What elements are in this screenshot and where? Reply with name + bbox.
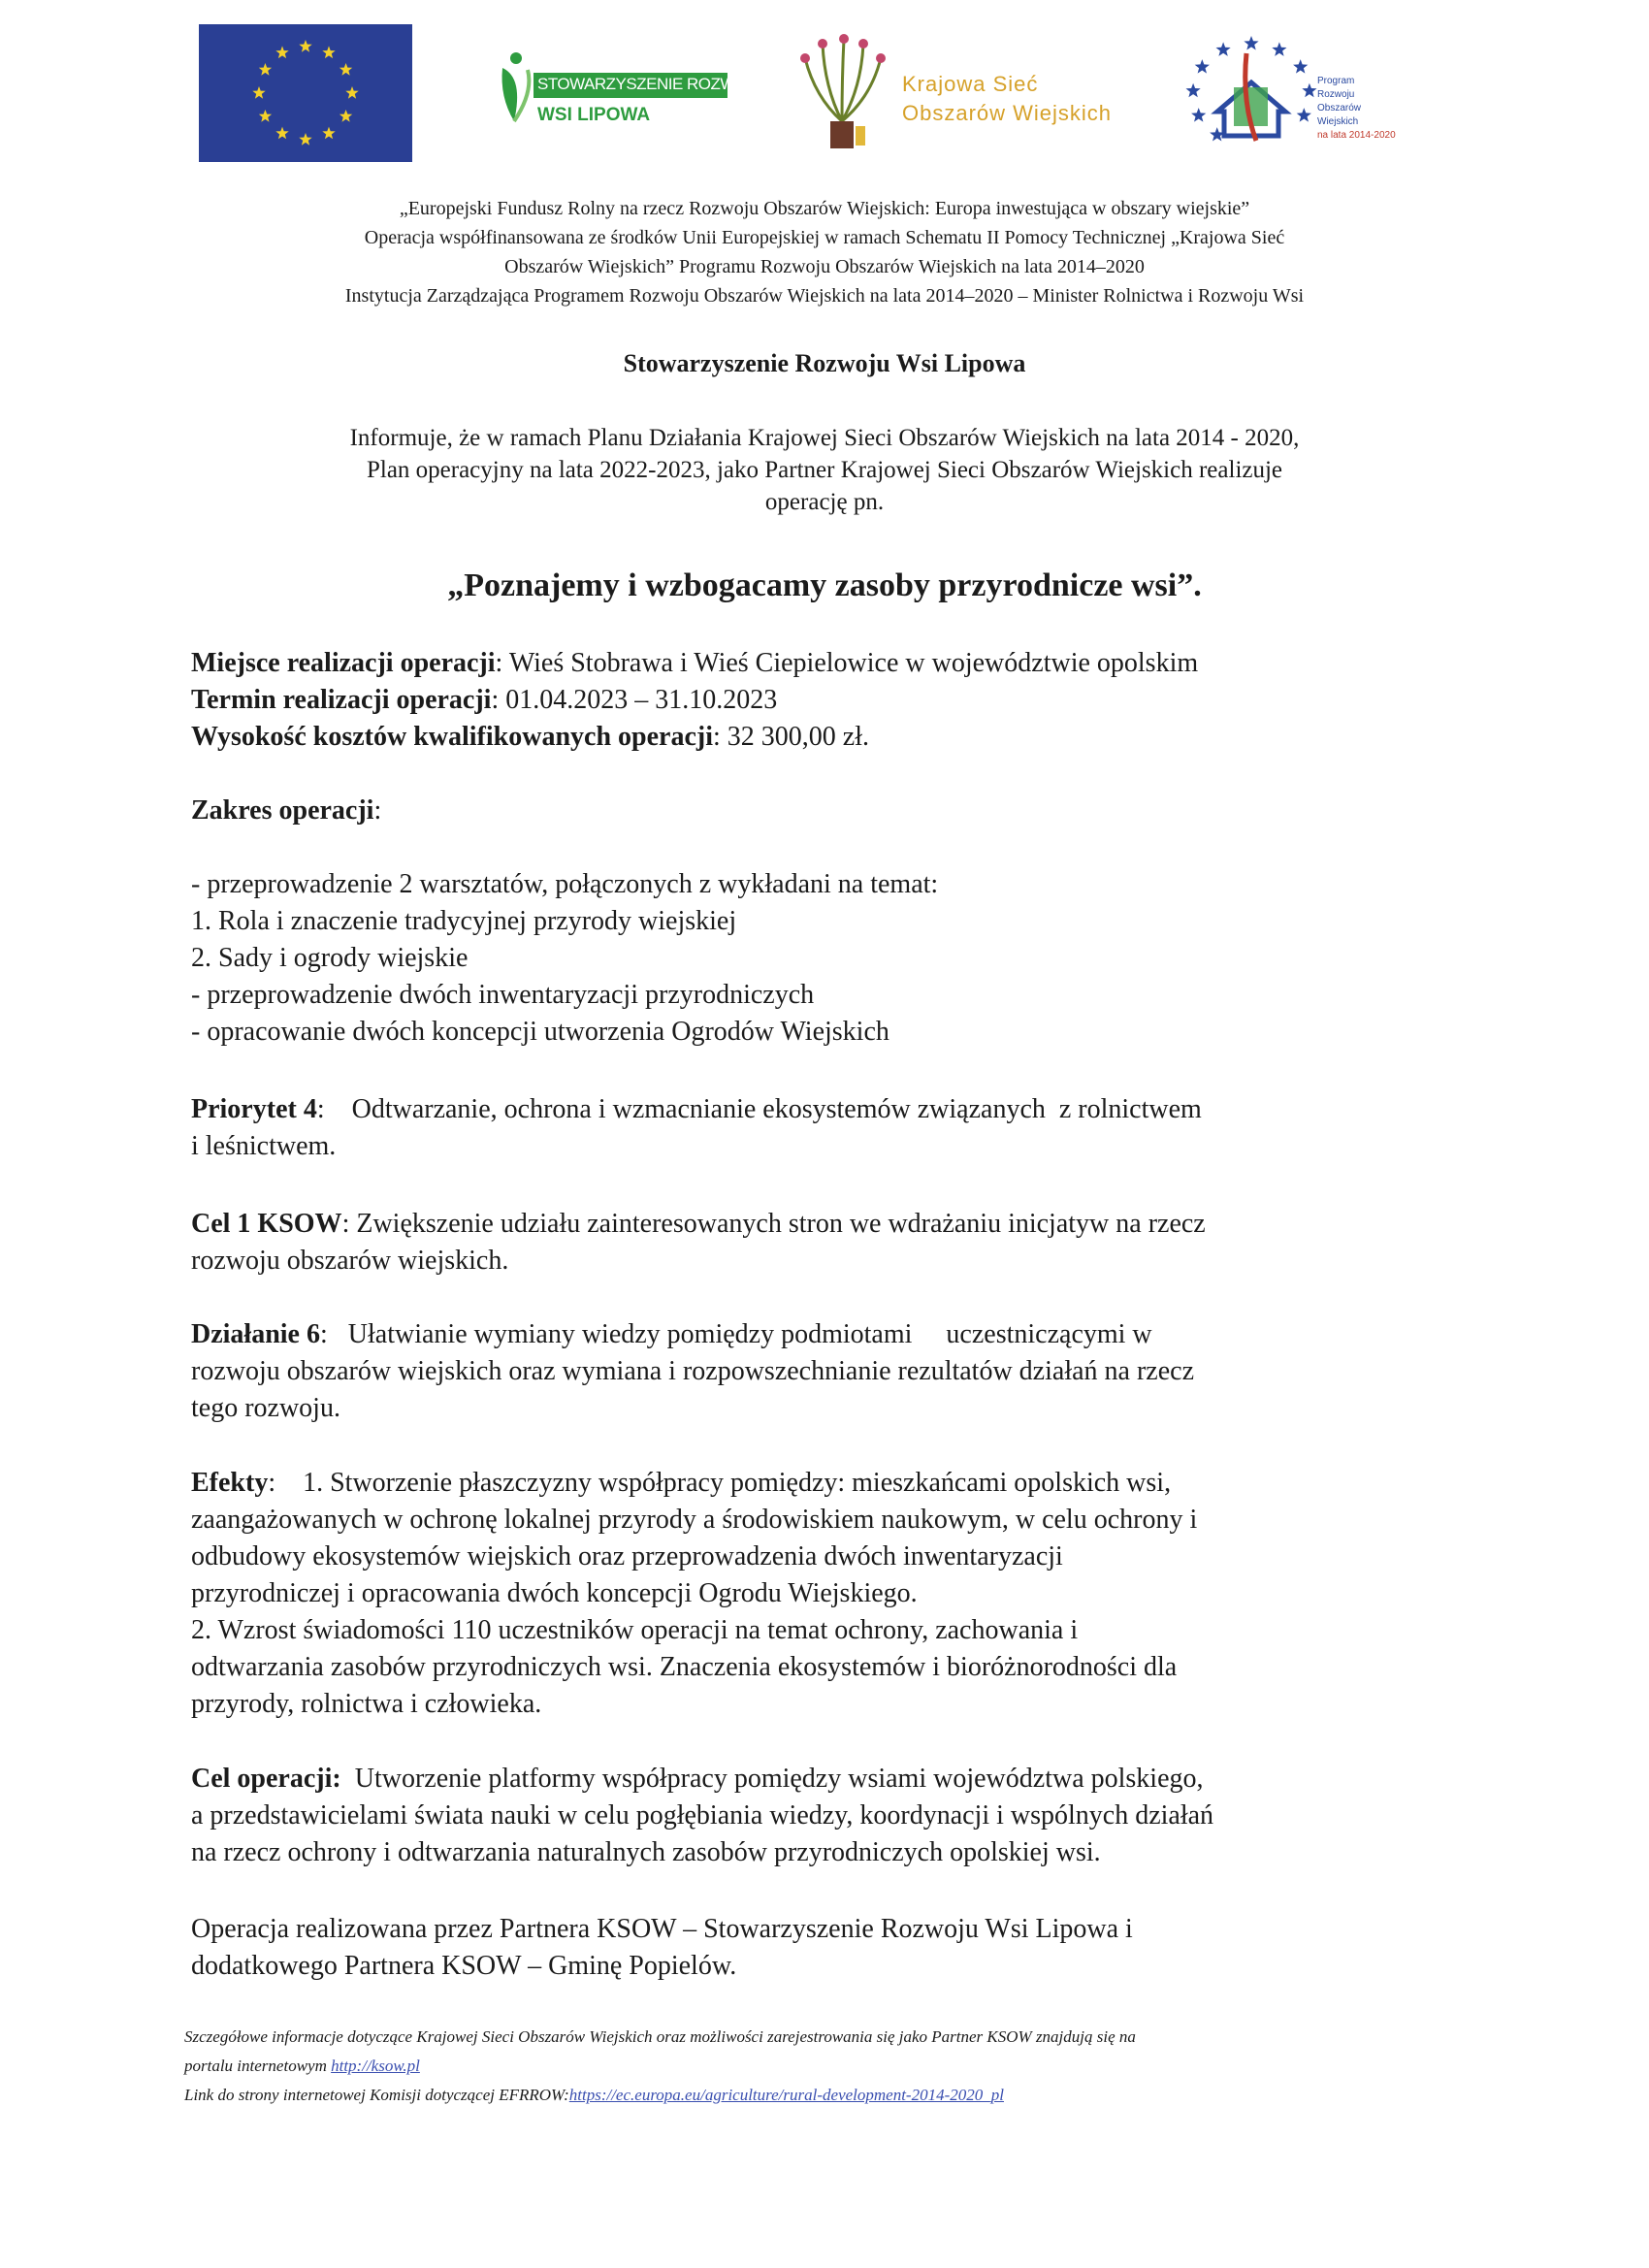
footer-line: Link do strony internetowej Komisji dotyczącej EFRROW: — [184, 2086, 569, 2104]
operation-goal-text-cont: a przedstawicielami świata nauki w celu pogłębiania wiedzy, koordynacji i wspólnych działań — [191, 1800, 1214, 1831]
operation-details — [191, 645, 1471, 756]
prow-star-icon — [1186, 83, 1201, 98]
srwl-logo — [495, 39, 767, 136]
partner-section — [191, 1911, 1471, 1985]
prow-star-icon — [1302, 83, 1316, 98]
cost-label: Wysokość kosztów kwalifikowanych operacji — [191, 722, 713, 752]
footer-line: Szczegółowe informacje dotyczące Krajowej Sieci Obszarów Wiejskich oraz możliwości zarejestrowania się jako Partner KSOW znajdują się na — [184, 2027, 1136, 2046]
prow-star-icon — [1272, 42, 1286, 56]
prow-logo-line4: Wiejskich — [1317, 116, 1359, 127]
ksow-logo-line1: Krajowa Sieć — [902, 72, 1039, 96]
priority-section — [191, 1091, 1471, 1165]
footer-notes — [184, 2023, 1474, 2110]
intro-text — [0, 422, 1649, 518]
leaf-person-icon — [495, 49, 534, 126]
operation-goal-text-cont: na rzecz ochrony i odtwarzania naturalnych zasobów przyrodniczych opolskiej wsi. — [191, 1837, 1101, 1867]
header-line: Obszarów Wiejskich” Programu Rozwoju Obszarów Wiejskich na lata 2014–2020 — [504, 256, 1145, 277]
ksow-logo-line2: Obszarów Wiejskich — [902, 101, 1113, 125]
header-line: Operacja współfinansowana ze środków Unii Europejskiej w ramach Schematu II Pomocy Technicznej „Krajowa Sieć — [364, 227, 1285, 248]
action-text-cont: tego rozwoju. — [191, 1393, 340, 1423]
effects-section — [191, 1465, 1471, 1723]
srwl-logo-line2: WSI LIPOWA — [537, 105, 651, 125]
goal-text: : Zwiększenie udziału zainteresowanych stron we wdrażaniu inicjatyw na rzecz — [341, 1209, 1206, 1239]
prow-star-icon — [1195, 59, 1210, 74]
goal-text-cont: rozwoju obszarów wiejskich. — [191, 1246, 509, 1276]
list-item: - przeprowadzenie 2 warsztatów, połączonych z wykładani na temat: — [191, 869, 939, 899]
header-line: Instytucja Zarządzająca Programem Rozwoju Obszarów Wiejskich na lata 2014–2020 – Minister Rolnictwa i Rozwoju Wsi — [344, 285, 1305, 307]
list-item: 2. Sady i ogrody wiejskie — [191, 943, 469, 973]
list-item: - przeprowadzenie dwóch inwentaryzacji przyrodniczych — [191, 980, 815, 1010]
scope-colon: : — [373, 795, 382, 826]
org-title: Stowarzyszenie Rozwoju Wsi Lipowa — [623, 349, 1026, 377]
prow-logo-line3: Obszarów — [1317, 103, 1362, 113]
action-section — [191, 1316, 1471, 1427]
partner-line: dodatkowego Partnera KSOW – Gminę Popielów. — [191, 1951, 737, 1981]
place-value: : Wieś Stobrawa i Wieś Ciepielowice w województwie opolskim — [495, 648, 1199, 678]
funding-header — [0, 194, 1649, 310]
term-value: : 01.04.2023 – 31.10.2023 — [491, 685, 778, 715]
footer-line: portalu internetowym — [184, 2057, 332, 2075]
list-item: - opracowanie dwóch koncepcji utworzenia Ogrodów Wiejskich — [191, 1017, 889, 1047]
prow-star-icon — [1244, 36, 1258, 50]
ksow-logo — [786, 29, 1135, 155]
eu-flag-logo — [199, 24, 412, 162]
effects-text-cont: odtwarzania zasobów przyrodniczych wsi. Znaczenia ekosystemów i bioróżnorodności dla — [191, 1652, 1178, 1682]
list-item: 1. Rola i znaczenie tradycyjnej przyrody wiejskiej — [191, 906, 737, 936]
scope-heading — [191, 793, 1471, 829]
effects-text-cont: odbudowy ekosystemów wiejskich oraz przeprowadzenia dwóch inwentaryzacji — [191, 1541, 1063, 1571]
operation-goal-label: Cel operacji: — [191, 1764, 341, 1794]
operation-title: „Poznajemy i wzbogacamy zasoby przyrodnicze wsi”. — [447, 567, 1202, 603]
header-line: „Europejski Fundusz Rolny na rzecz Rozwoju Obszarów Wiejskich: Europa inwestująca w obszary wiejskie” — [399, 198, 1250, 219]
prow-star-icon — [1293, 59, 1308, 74]
srwl-logo-line1: STOWARZYSZENIE ROZWOJU — [537, 75, 767, 93]
priority-text: : Odtwarzanie, ochrona i wzmacnianie ekosystemów związanych z rolnictwem — [316, 1094, 1202, 1124]
prow-star-icon — [1297, 108, 1311, 122]
effects-text-cont: przyrody, rolnictwa i człowieka. — [191, 1689, 542, 1719]
term-label: Termin realizacji operacji — [191, 685, 492, 715]
effects-text: : 1. Stworzenie płaszczyzny współpracy pomiędzy: mieszkańcami opolskich wsi, — [268, 1468, 1172, 1498]
action-label: Działanie 6 — [191, 1319, 320, 1349]
effects-label: Efekty — [191, 1468, 269, 1498]
intro-line: Informuje, że w ramach Planu Działania Krajowej Sieci Obszarów Wiejskich na lata 2014 - 2020, — [349, 425, 1300, 451]
scope-list — [191, 866, 1471, 1051]
intro-line: operację pn. — [764, 489, 885, 515]
prow-house-stars-icon — [1174, 34, 1319, 155]
ksow-tree-icon — [786, 29, 897, 155]
priority-text-cont: i leśnictwem. — [191, 1131, 337, 1161]
action-text-cont: rozwoju obszarów wiejskich oraz wymiana i rozpowszechnianie rezultatów działań na rzecz — [191, 1356, 1194, 1386]
intro-line: Plan operacyjny na lata 2022-2023, jako Partner Krajowej Sieci Obszarów Wiejskich realizuje — [366, 457, 1283, 483]
prow-logo-line1: Program — [1317, 76, 1355, 86]
prow-star-icon — [1216, 42, 1231, 56]
effects-text-cont: 2. Wzrost świadomości 110 uczestników operacji na temat ochrony, zachowania i — [191, 1615, 1079, 1645]
action-text: : Ułatwianie wymiany wiedzy pomiędzy podmiotami uczestniczącymi w — [320, 1319, 1152, 1349]
cost-value: : 32 300,00 zł. — [712, 722, 869, 752]
prow-logo-years: na lata 2014-2020 — [1317, 130, 1396, 141]
effects-text-cont: przyrodniczej i opracowania dwóch koncepcji Ogrodu Wiejskiego. — [191, 1578, 918, 1608]
goal-label: Cel 1 KSOW — [191, 1209, 342, 1239]
eu-stars-icon — [199, 24, 412, 162]
ksow-portal-link[interactable]: http://ksow.pl — [331, 2057, 420, 2075]
operation-goal-text: Utworzenie platformy współpracy pomiędzy wsiami województwa polskiego, — [340, 1764, 1204, 1794]
effects-text-cont: zaangażowanych w ochronę lokalnej przyrody a środowiskiem naukowym, w celu ochrony i — [191, 1505, 1198, 1535]
priority-label: Priorytet 4 — [191, 1094, 317, 1124]
prow-logo — [1174, 34, 1406, 155]
place-label: Miejsce realizacji operacji — [191, 648, 496, 678]
goal-section — [191, 1206, 1471, 1280]
scope-label: Zakres operacji — [191, 795, 374, 826]
partner-line: Operacja realizowana przez Partnera KSOW – Stowarzyszenie Rozwoju Wsi Lipowa i — [191, 1914, 1133, 1944]
efrrow-link[interactable]: https://ec.europa.eu/agriculture/rural-development-2014-2020_pl — [568, 2086, 1004, 2104]
operation-goal-section — [191, 1761, 1471, 1871]
prow-star-icon — [1191, 108, 1206, 122]
prow-logo-line2: Rozwoju — [1317, 89, 1355, 100]
